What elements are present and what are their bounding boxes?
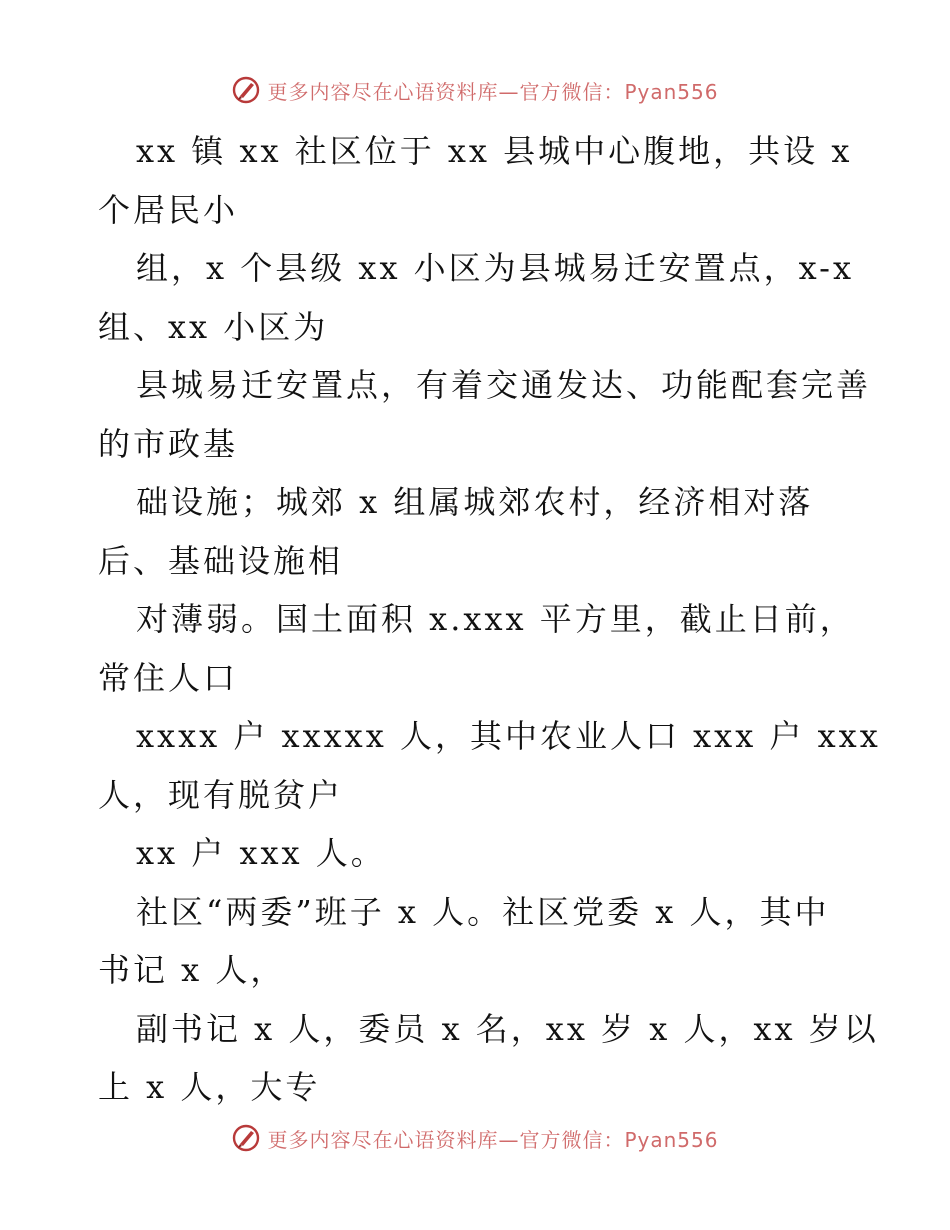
text-line: 的市政基 [98,424,239,463]
header-banner [0,70,950,110]
text-line: 社区“两委”班子 x 人。社区党委 x 人，其中 [136,892,830,931]
text-line: xx 镇 xx 社区位于 xx 县城中心腹地，共设 x [136,132,853,170]
text-line: xx 户 xxx 人。 [136,834,386,872]
text-line: 础设施；城郊 x 组属城郊农村，经济相对落 [136,483,814,521]
quill-logo-icon [231,75,261,105]
text-line: 副书记 x 人，委员 x 名，xx 岁 x 人，xx 岁以 [136,1009,879,1048]
text-line: 个居民小 [98,190,239,229]
text-line: 人，现有脱贫户 [98,775,344,814]
text-line: 常住人口 [98,658,239,697]
footer-banner [0,1118,950,1158]
text-line: xxxx 户 xxxxx 人，其中农业人口 xxx 户 xxx [136,717,881,755]
text-line: 上 x 人，大专 [98,1068,321,1106]
text-line: 后、基础设施相 [98,541,344,580]
text-line: 对薄弱。国土面积 x.xxx 平方里，截止日前， [136,600,855,638]
text-line: 县城易迁安置点，有着交通发达、功能配套完善 [136,366,872,404]
quill-logo-icon [231,1123,261,1153]
text-line: 组，x 个县级 xx 小区为县城易迁安置点，x-x [136,249,855,287]
text-line: 组、xx 小区为 [98,307,329,346]
header-banner-text: 更多内容尽在心语资料库—官方微信：Pyan556 [267,79,719,104]
document-body [98,122,881,1117]
text-line: 书记 x 人， [98,951,286,989]
footer-banner-text: 更多内容尽在心语资料库—官方微信：Pyan556 [267,1127,719,1152]
